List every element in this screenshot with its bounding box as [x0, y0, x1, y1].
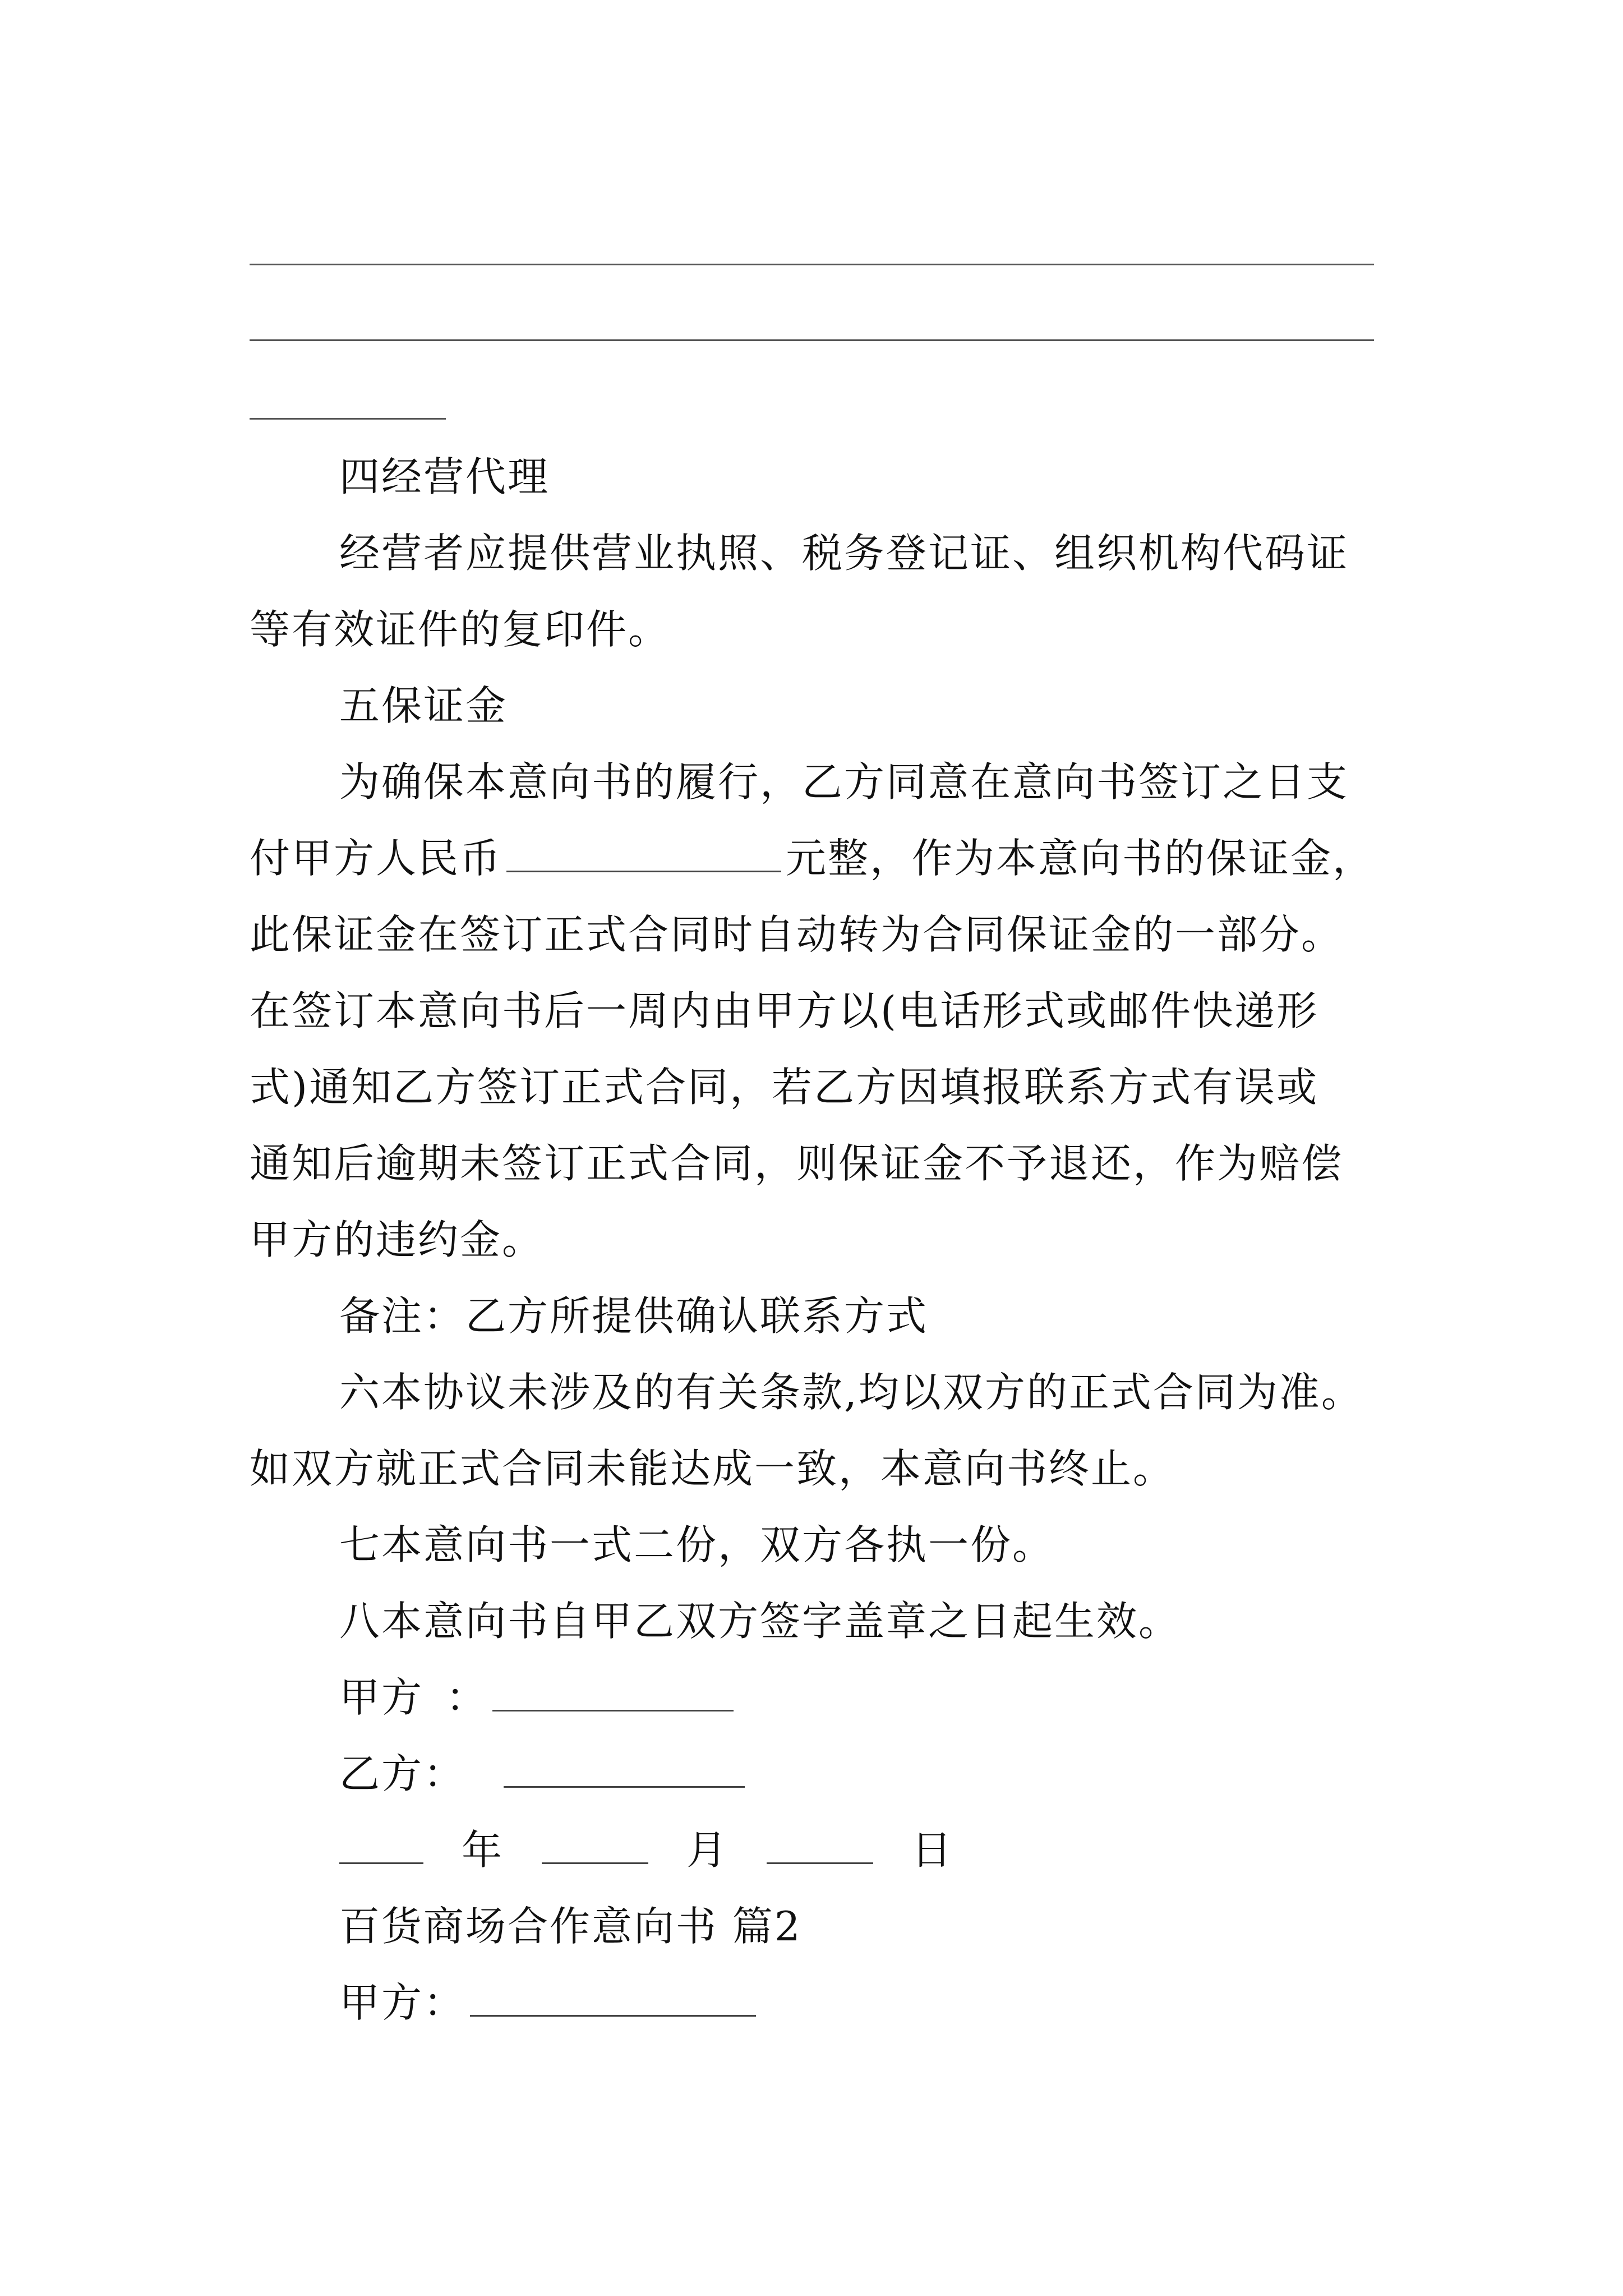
section-2-party-a-label: 甲方： — [339, 1979, 466, 2026]
party-a-label: 甲方 — [339, 1674, 424, 1721]
section-4-line-2: 等有效证件的复印件。 — [250, 606, 671, 653]
date-line — [339, 1812, 1506, 1888]
year-blank — [339, 1829, 423, 1864]
section-4-line-1: 经营者应提供营业执照、税务登记证、组织机构代码证 — [339, 530, 1349, 577]
day-label: 日 — [911, 1826, 954, 1874]
section-2-party-a-blank — [470, 1981, 756, 2017]
day-blank — [767, 1829, 873, 1864]
section-5-line-1: 为确保本意向书的履行，乙方同意在意向书签订之日支 — [339, 758, 1349, 806]
party-b-blank — [504, 1752, 745, 1788]
month-label: 月 — [686, 1826, 729, 1874]
section-6-line-1: 六本协议未涉及的有关条款,均以双方的正式合同为准。 — [339, 1369, 1363, 1416]
section-5-line-2-a: 付甲方人民币 — [250, 835, 502, 882]
party-b-label: 乙方： — [339, 1750, 466, 1797]
section-5-line-2-b: 元整，作为本意向书的保证金， — [786, 835, 1375, 882]
note-line: 备注：乙方所提供确认联系方式 — [339, 1292, 929, 1340]
section-5-line-3: 此保证金在签订正式合同时自动转为合同保证金的一部分。 — [250, 911, 1344, 958]
section-8-line: 八本意向书自甲乙双方签字盖章之日起生效。 — [339, 1598, 1181, 1645]
section-6-line-2: 如双方就正式合同未能达成一致，本意向书终止。 — [250, 1445, 1175, 1492]
year-label: 年 — [462, 1826, 504, 1874]
party-a-colon: ： — [446, 1674, 488, 1721]
section-5-line-4: 在签订本意向书后一周内由甲方以(电话形式或邮件快递形 — [250, 987, 1319, 1034]
section-5-line-6: 通知后逾期未签订正式合同，则保证金不予退还，作为赔偿 — [250, 1140, 1344, 1187]
amount-blank — [506, 837, 781, 872]
section-5-heading: 五保证金 — [339, 682, 508, 729]
blank-line-1 — [250, 264, 1374, 265]
section-5-line-7: 甲方的违约金。 — [250, 1216, 545, 1263]
month-blank — [542, 1829, 648, 1864]
section-2-title: 百货商场合作意向书 篇2 — [339, 1903, 802, 1950]
section-2-party-a — [339, 1964, 1506, 2041]
party-b-signature — [339, 1736, 1506, 1812]
section-7-line: 七本意向书一式二份，双方各执一份。 — [339, 1521, 1055, 1568]
section-4-heading: 四经营代理 — [339, 453, 550, 500]
blank-line-2 — [250, 339, 1374, 341]
section-5-line-5: 式)通知乙方签订正式合同，若乙方因填报联系方式有误或 — [250, 1064, 1319, 1111]
section-5-line-2 — [250, 820, 1416, 896]
party-a-signature — [339, 1659, 1506, 1736]
party-a-blank — [492, 1676, 734, 1711]
blank-line-3 — [250, 418, 446, 420]
